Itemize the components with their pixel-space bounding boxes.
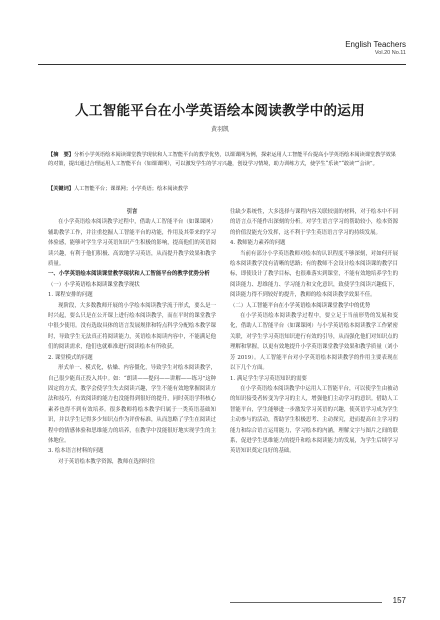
paragraph: 3. 绘本语言材料的问题 (48, 448, 104, 455)
page-number: 157 (392, 596, 406, 605)
article-author: 黄羽凯 (210, 126, 229, 133)
header-rule (38, 64, 406, 65)
paragraph: 1. 满足学生学习英语知识的需要 (230, 375, 307, 382)
section-heading: 引言 (126, 209, 138, 215)
footer-rule (230, 602, 382, 603)
right-column (230, 207, 398, 457)
journal-volume: Vol.20 No.11 (374, 50, 406, 56)
paragraph: 形式单一、模式化，枯燥、内容僵化，导致学生对绘本阅读教学，自己很少能真正投入其中。如：“朗读——提问——讲解——练习”这种固定的方式，教学会使学生失去阅读兴趣，学生不能有效地掌握阅读方法和技巧，有效阅读的能力也没能得到很好的提升，同时英语学科核心素养也得不到有效培养。很多教师将绘本教学归属于一类英语基础知识，并以学生记得多少知识点作为评价标准，从而忽略了学生在阅读过程中的情感体验和思维能力的培养，在教学中没能很好地实现学生的主体地位。 (48, 365, 216, 444)
keywords-label: 【关键词】 (48, 186, 74, 192)
article-title: 人工智能平台在小学英语绘本阅读教学中的运用 (75, 103, 365, 119)
keywords-text: 人工智能平台；课课网；小学英语；绘本阅读教学 (73, 186, 189, 192)
section-heading: （二）人工智能平台在小学英语绘本阅读课堂教学中的优势 (230, 302, 371, 309)
abstract-label: 【摘 要】 (48, 152, 74, 158)
paragraph: 在小学英语绘本阅读教学过程中，要立足于当前形势的发展和变化，借助人工智能平台（如课课网）与小学英语绘本阅读教学工作紧密关联，对学生学习英语知识进行有效的引导，从而强化他们对知识点的理解和掌握，以更有效地提升小学英语课堂教学效果和教学质量（刘小芳 2019）。人工智能平台对小学英语绘本阅读教学的作用主要表现在以下几个方面。 (230, 313, 398, 372)
journal-header (345, 40, 406, 56)
paragraph: 当前有部分小学英语教师对绘本的认识程度不够深刻，对如何开展绘本阅读教学没有清晰的思路；有的教师不会设计绘本阅读课的教学目标，即使设计了教学目标，也很难落实到课堂，不能有效地培养学生的阅读能力、思维能力、学习能力和文化意识，致使学生阅读兴趣低下，阅读能力得不到较好的提升，教师的绘本阅读教学效果不佳。 (230, 250, 398, 299)
paragraph: 现阶段，大多数教师开展的小学绘本阅读教学流于形式，要么是一时兴起，要么只是在公开课上进行绘本阅读教学，而在平时的课堂教学中很少使用。没有选取具体的语言发展规律和特点科学分配绘本教学课时，导致学生无法真正将阅读能力，英语绘本阅读内容中，不能满足他们的阅读需求，他们也就难准进行阅读绘本有所收获。 (48, 302, 216, 351)
left-column (48, 207, 216, 467)
paragraph: 在小学英语绘本阅读教学中运用人工智能平台，可以使学生由被动的知识接受者转变为学习的主人，增强他们主动学习的意识。借助人工智能平台，学生能够进一步激发学习英语的兴趣，使英语学习成为学生主动参与的活动，帮助学生积极思考、主动探究，进而提高自主学习的能力和综合语言运用能力，学习绘本的内涵，理解文字与图片之间的联系，促进学生思维能力的提升和绘本阅读能力的发展，为学生后续学习英语知识奠定良好的基础。 (230, 385, 398, 455)
paragraph: 对于英语绘本教学资源，教师在选择时往 (58, 458, 156, 465)
paragraph: 2. 课堂模式的问题 (48, 354, 93, 361)
section-heading: 一、小学英语绘本阅读课堂教学现状和人工智能平台的教学优势分析 (48, 271, 210, 278)
abstract-text: 分析小学英语绘本阅读课堂教学现状和人工智能平台的教学优势，以课课网为例，探索运用人工智能平台提高小学英语绘本阅读课堂教学效果的对策，提出通过合理运用人工智能平台（如课课网），可以激发学生的学习兴趣，创设学习情境，助力训练方式，使学生“乐读”“敢读”“会读”。 (48, 152, 396, 167)
paragraph: 在小学英语绘本阅读教学过程中，借助人工智能平台（如课课网）辅助教学工作，并注重挖掘人工智能平台的功能，作用及其带来的学习体验感，能够对学生学习英语知识产生积极的影响，提高他们的英语阅读兴趣，有利于他们积极、高效地学习英语，从而提升教学效果和教学质量。 (48, 219, 216, 268)
keywords (48, 185, 396, 193)
abstract (48, 151, 396, 168)
journal-name: English Teachers (345, 40, 406, 49)
paragraph: 1. 课程安排的问题 (48, 292, 93, 299)
paragraph: 往缺少系统性，大多选择与课程内容关联较弱的材料，对于绘本中不同的语言点不能作出深刻的分析。对学生语言学习的帮助较小，绘本资源的价值没能充分发挥，这不利于学生英语语言学习的持续发展。 (230, 209, 398, 236)
section-heading: （一）小学英语绘本阅读课堂教学现状 (48, 281, 140, 288)
paragraph: 4. 教师能力素养的问题 (230, 240, 286, 247)
